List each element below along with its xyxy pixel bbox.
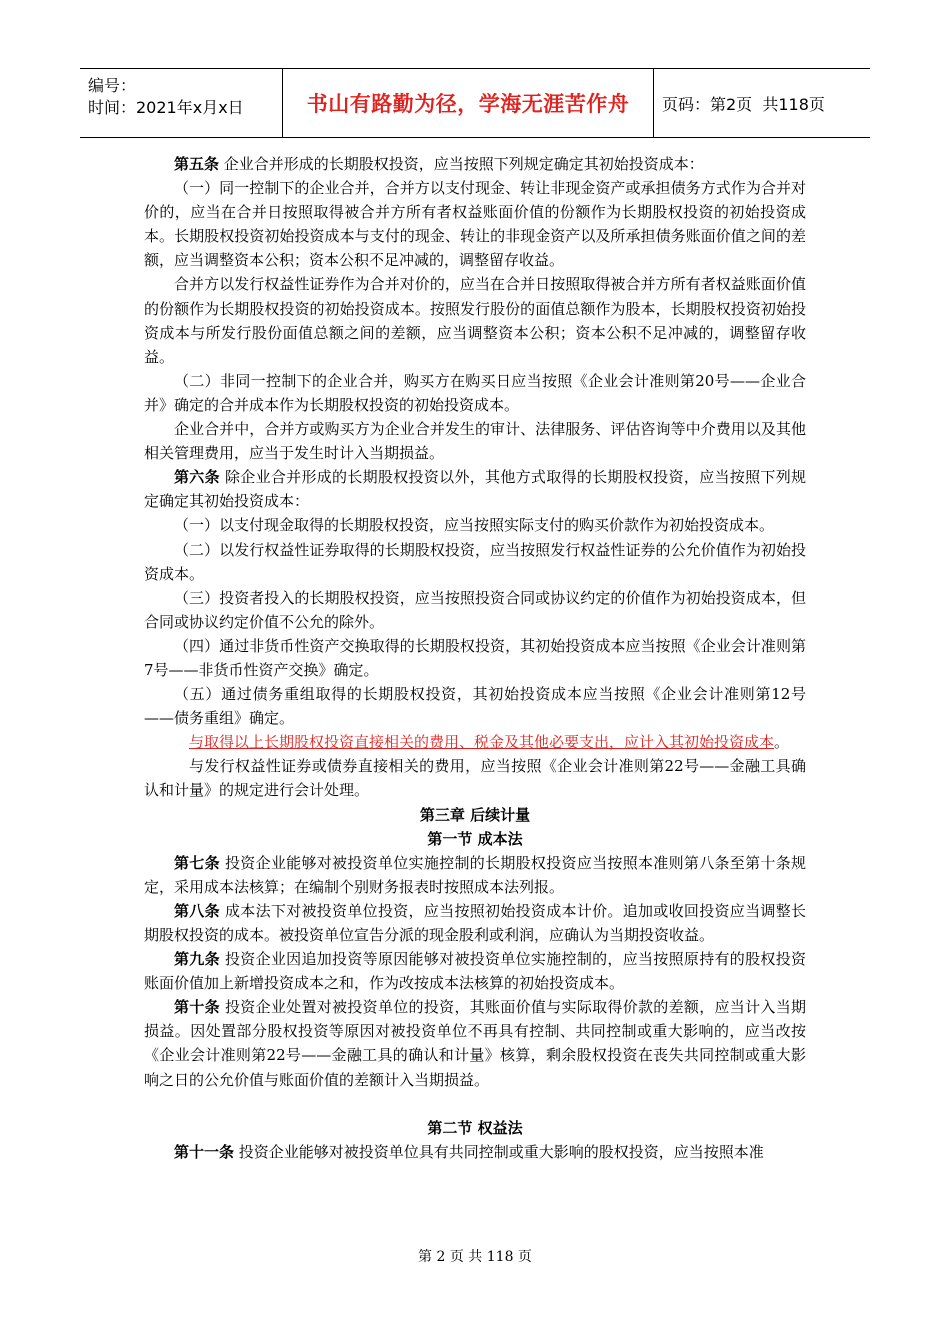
document-body (144, 152, 806, 1164)
article-number: 第十一条 (174, 1142, 235, 1161)
section-heading: 第二节 权益法 (427, 1118, 523, 1137)
article-number: 第九条 (174, 950, 220, 969)
article-number: 第五条 (174, 155, 220, 173)
page-header (80, 68, 870, 138)
paragraph-text: 投资企业能够对被投资单位具有共同控制或重大影响的股权投资，应当按照本准 (234, 1142, 764, 1161)
paragraph (144, 899, 806, 947)
paragraph-text: 。 (774, 733, 790, 752)
article-number: 第六条 (174, 468, 220, 487)
header-motto: 书山有路勤为径，学海无涯苦作舟 (306, 92, 630, 116)
article-number: 第十条 (174, 998, 220, 1017)
paragraph (144, 851, 806, 899)
paragraph (144, 465, 806, 513)
paragraph (144, 730, 806, 754)
paragraph (144, 995, 806, 1091)
header-motto-cell (282, 69, 654, 137)
page-footer: 第 2 页 共 118 页 (418, 1249, 532, 1265)
paragraph: （一）同一控制下的企业合并，合并方以支付现金、转让非现金资产或承担债务方式作为合并对价的，应当在合并日按照取得被合并方所有者权益账面价值的份额作为长期股权投资的初始投资成本。长期股权投资初始投资成本与支付的现金、转让的非现金资产以及所承担债务账面价值之间的差额，应当调整资本公积；资本公积不足冲减的，调整留存收益。 (144, 179, 806, 270)
paragraph: （一）以支付现金取得的长期股权投资，应当按照实际支付的购买价款作为初始投资成本。 (174, 516, 775, 535)
paragraph-text: 投资企业能够对被投资单位实施控制的长期股权投资应当按照本准则第八条至第十条规定，采用成本法核算；在编制个别财务报表时按照成本法列报。 (144, 853, 806, 896)
paragraph: 企业合并中，合并方或购买方为企业合并发生的审计、法律服务、评估咨询等中介费用以及其他相关管理费用，应当于发生时计入当期损益。 (144, 420, 806, 463)
paragraph: 合并方以发行权益性证券作为合并对价的，应当在合并日按照取得被合并方所有者权益账面价值的份额作为长期股权投资的初始投资成本。按照发行股份的面值总额作为股本，长期股权投资初始投资成本与所发行股份面值总额之间的差额，应当调整资本公积；资本公积不足冲减的，调整留存收益。 (144, 275, 806, 366)
document-code-label: 编号： (88, 76, 137, 95)
header-page-info: 页码：第2页 共118页 (662, 94, 825, 114)
paragraph: （四）通过非货币性资产交换取得的长期股权投资，其初始投资成本应当按照《企业会计准则第7号——非货币性资产交换》确定。 (144, 636, 806, 679)
blank-line (144, 1092, 806, 1116)
article-number: 第八条 (174, 901, 220, 920)
paragraph: （三）投资者投入的长期股权投资，应当按照投资合同或协议约定的价值作为初始投资成本，但合同或协议约定价值不公允的除外。 (144, 588, 806, 631)
paragraph (144, 1140, 806, 1164)
article-number: 第七条 (174, 853, 220, 872)
paragraph: 与发行权益性证券或债券直接相关的费用，应当按照《企业会计准则第22号——金融工具确认和计量》的规定进行会计处理。 (144, 757, 806, 800)
paragraph: （二）以发行权益性证券取得的长期股权投资，应当按照发行权益性证券的公允价值作为初始投资成本。 (144, 540, 806, 583)
paragraph (144, 947, 806, 995)
header-page-cell (654, 69, 870, 137)
paragraph: （五）通过债务重组取得的长期股权投资，其初始投资成本应当按照《企业会计准则第12号——债务重组》确定。 (144, 685, 806, 728)
paragraph-text: 投资企业因追加投资等原因能够对被投资单位实施控制的，应当按照原持有的股权投资账面价值加上新增投资成本之和，作为改按成本法核算的初始投资成本。 (144, 950, 806, 993)
document-time-label: 时间：2021年x月x日 (88, 98, 244, 117)
paragraph: （二）非同一控制下的企业合并，购买方在购买日应当按照《企业会计准则第20号——企业合并》确定的合并成本作为长期股权投资的初始投资成本。 (144, 371, 806, 414)
section-heading: 第一节 成本法 (427, 829, 523, 848)
highlighted-text: 与取得以上长期股权投资直接相关的费用、税金及其他必要支出，应计入其初始投资成本 (189, 733, 775, 752)
chapter-heading: 第三章 后续计量 (419, 805, 531, 824)
paragraph (144, 152, 806, 176)
paragraph-text: 成本法下对被投资单位投资，应当按照初始投资成本计价。追加或收回投资应当调整长期股权投资的成本。被投资单位宣告分派的现金股利或利润，应确认为当期投资收益。 (144, 901, 806, 944)
paragraph-text: 除企业合并形成的长期股权投资以外，其他方式取得的长期股权投资，应当按照下列规定确定其初始投资成本： (144, 468, 806, 511)
header-left-cell (80, 69, 282, 137)
paragraph-text: 企业合并形成的长期股权投资，应当按照下列规定确定其初始投资成本： (219, 155, 704, 173)
paragraph-text: 投资企业处置对被投资单位的投资，其账面价值与实际取得价款的差额，应当计入当期损益。因处置部分股权投资等原因对被投资单位不再具有控制、共同控制或重大影响的，应当改按《企业会计准则第22号——金融工具的确认和计量》核算，剩余股权投资在丧失共同控制或重大影响之日的公允价值与账面价值的差额计入当期损益。 (144, 998, 806, 1089)
